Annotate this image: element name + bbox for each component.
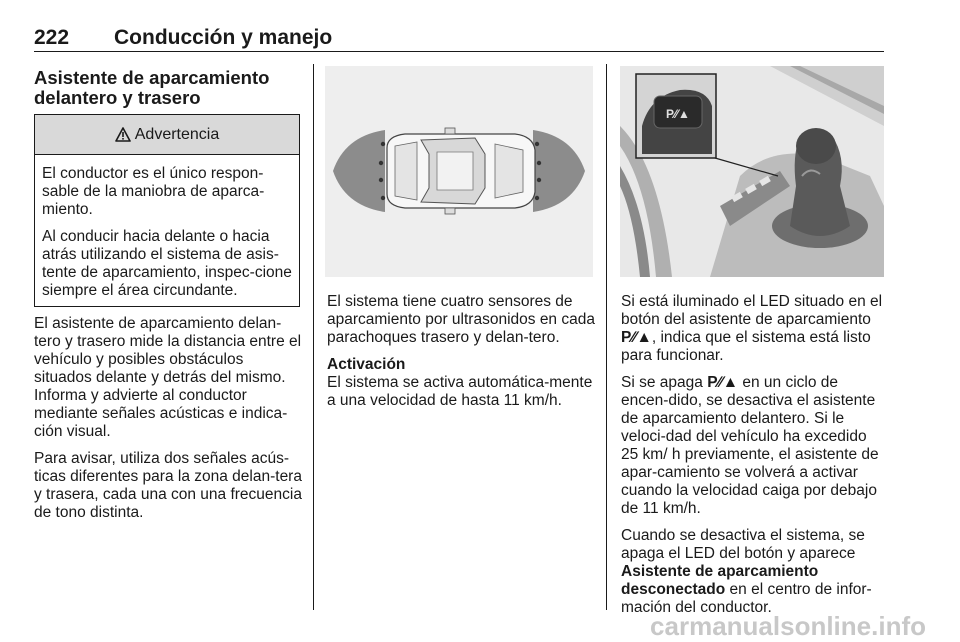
column-3-body — [621, 293, 887, 626]
text-run: Cuando se desactiva el sistema, se apaga el LED del botón y aparece — [621, 527, 865, 562]
warning-paragraph: Al conducir hacia delante o hacia atrás utilizando el sistema de asis-tente de aparcamiento, inspec-cione siempre el área circundante. — [42, 228, 292, 299]
warning-triangle-icon — [115, 127, 131, 142]
body-paragraph: El asistente de aparcamiento delan-tero y trasero mide la distancia entre el vehículo y posibles obstáculos situados delante y detrás del mismo. Informa y advierte al conductor mediante señales acústicas e indica-ción visual. — [34, 315, 302, 440]
section-heading-block — [34, 68, 302, 108]
section-title — [34, 68, 302, 108]
activation-heading: Activación — [327, 356, 406, 373]
parking-assist-symbol: P∕∕▲ — [707, 374, 739, 391]
chapter-title: Conducción y manejo — [114, 26, 333, 49]
header-rule — [34, 51, 884, 52]
text-run: Si está iluminado el LED situado en el botón del asistente de aparcamiento — [621, 293, 883, 328]
body-paragraph: Para avisar, utiliza dos señales acús-ticas diferentes para la zona delan-tera y trasera, cada una con una frecuencia de tono distinta. — [34, 450, 302, 521]
column-1-body — [34, 315, 302, 531]
svg-text:P⁄⁄▲: P⁄⁄▲ — [666, 107, 690, 121]
body-paragraph — [621, 374, 887, 518]
body-paragraph: El sistema tiene cuatro sensores de aparcamiento por ultrasonidos en cada parachoques trasero y delan-tero. — [327, 293, 595, 346]
column-2-body — [327, 293, 595, 419]
page-header — [34, 26, 332, 50]
warning-body — [35, 155, 299, 306]
text-run: en un ciclo de encen-dido, se desactiva el asistente de aparcamiento delantero. Si le veloci-dad del vehículo ha excedido 25 km/ h previamente, el asistente de apar-camiento se volverá a activar cuando la velocidad caiga por debajo de 11 km/h. — [621, 374, 879, 517]
text-run: , indica que el sistema está listo para funcionar. — [621, 329, 871, 364]
center-console-drawing — [620, 66, 884, 277]
car-top-view-diagram — [325, 66, 593, 277]
parking-assist-symbol: P∕∕▲ — [621, 329, 652, 346]
warning-box — [34, 114, 300, 307]
column-divider — [313, 64, 314, 610]
bold-message: Asistente de aparcamiento desconectado — [621, 563, 819, 598]
section-title-line2: delantero y trasero — [34, 87, 201, 108]
body-paragraph — [621, 293, 887, 365]
body-paragraph — [621, 527, 887, 617]
warning-header — [35, 115, 299, 155]
body-paragraph: El sistema se activa automática-mente a una velocidad de hasta 11 km/h. — [327, 374, 593, 409]
warning-title: Advertencia — [134, 125, 220, 143]
watermark: carmanualsonline.info — [650, 611, 926, 641]
parking-sensor-illustration — [325, 66, 593, 277]
console-button-illustration — [620, 66, 884, 277]
page-number: 222 — [34, 26, 70, 49]
text-run: Si se apaga — [621, 374, 708, 391]
text-run: en el centro de infor-mación del conductor. — [621, 581, 872, 616]
column-divider — [606, 64, 607, 610]
section-title-line1: Asistente de aparcamiento — [34, 67, 270, 88]
warning-paragraph: El conductor es el único respon-sable de la maniobra de aparca-miento. — [42, 165, 265, 218]
